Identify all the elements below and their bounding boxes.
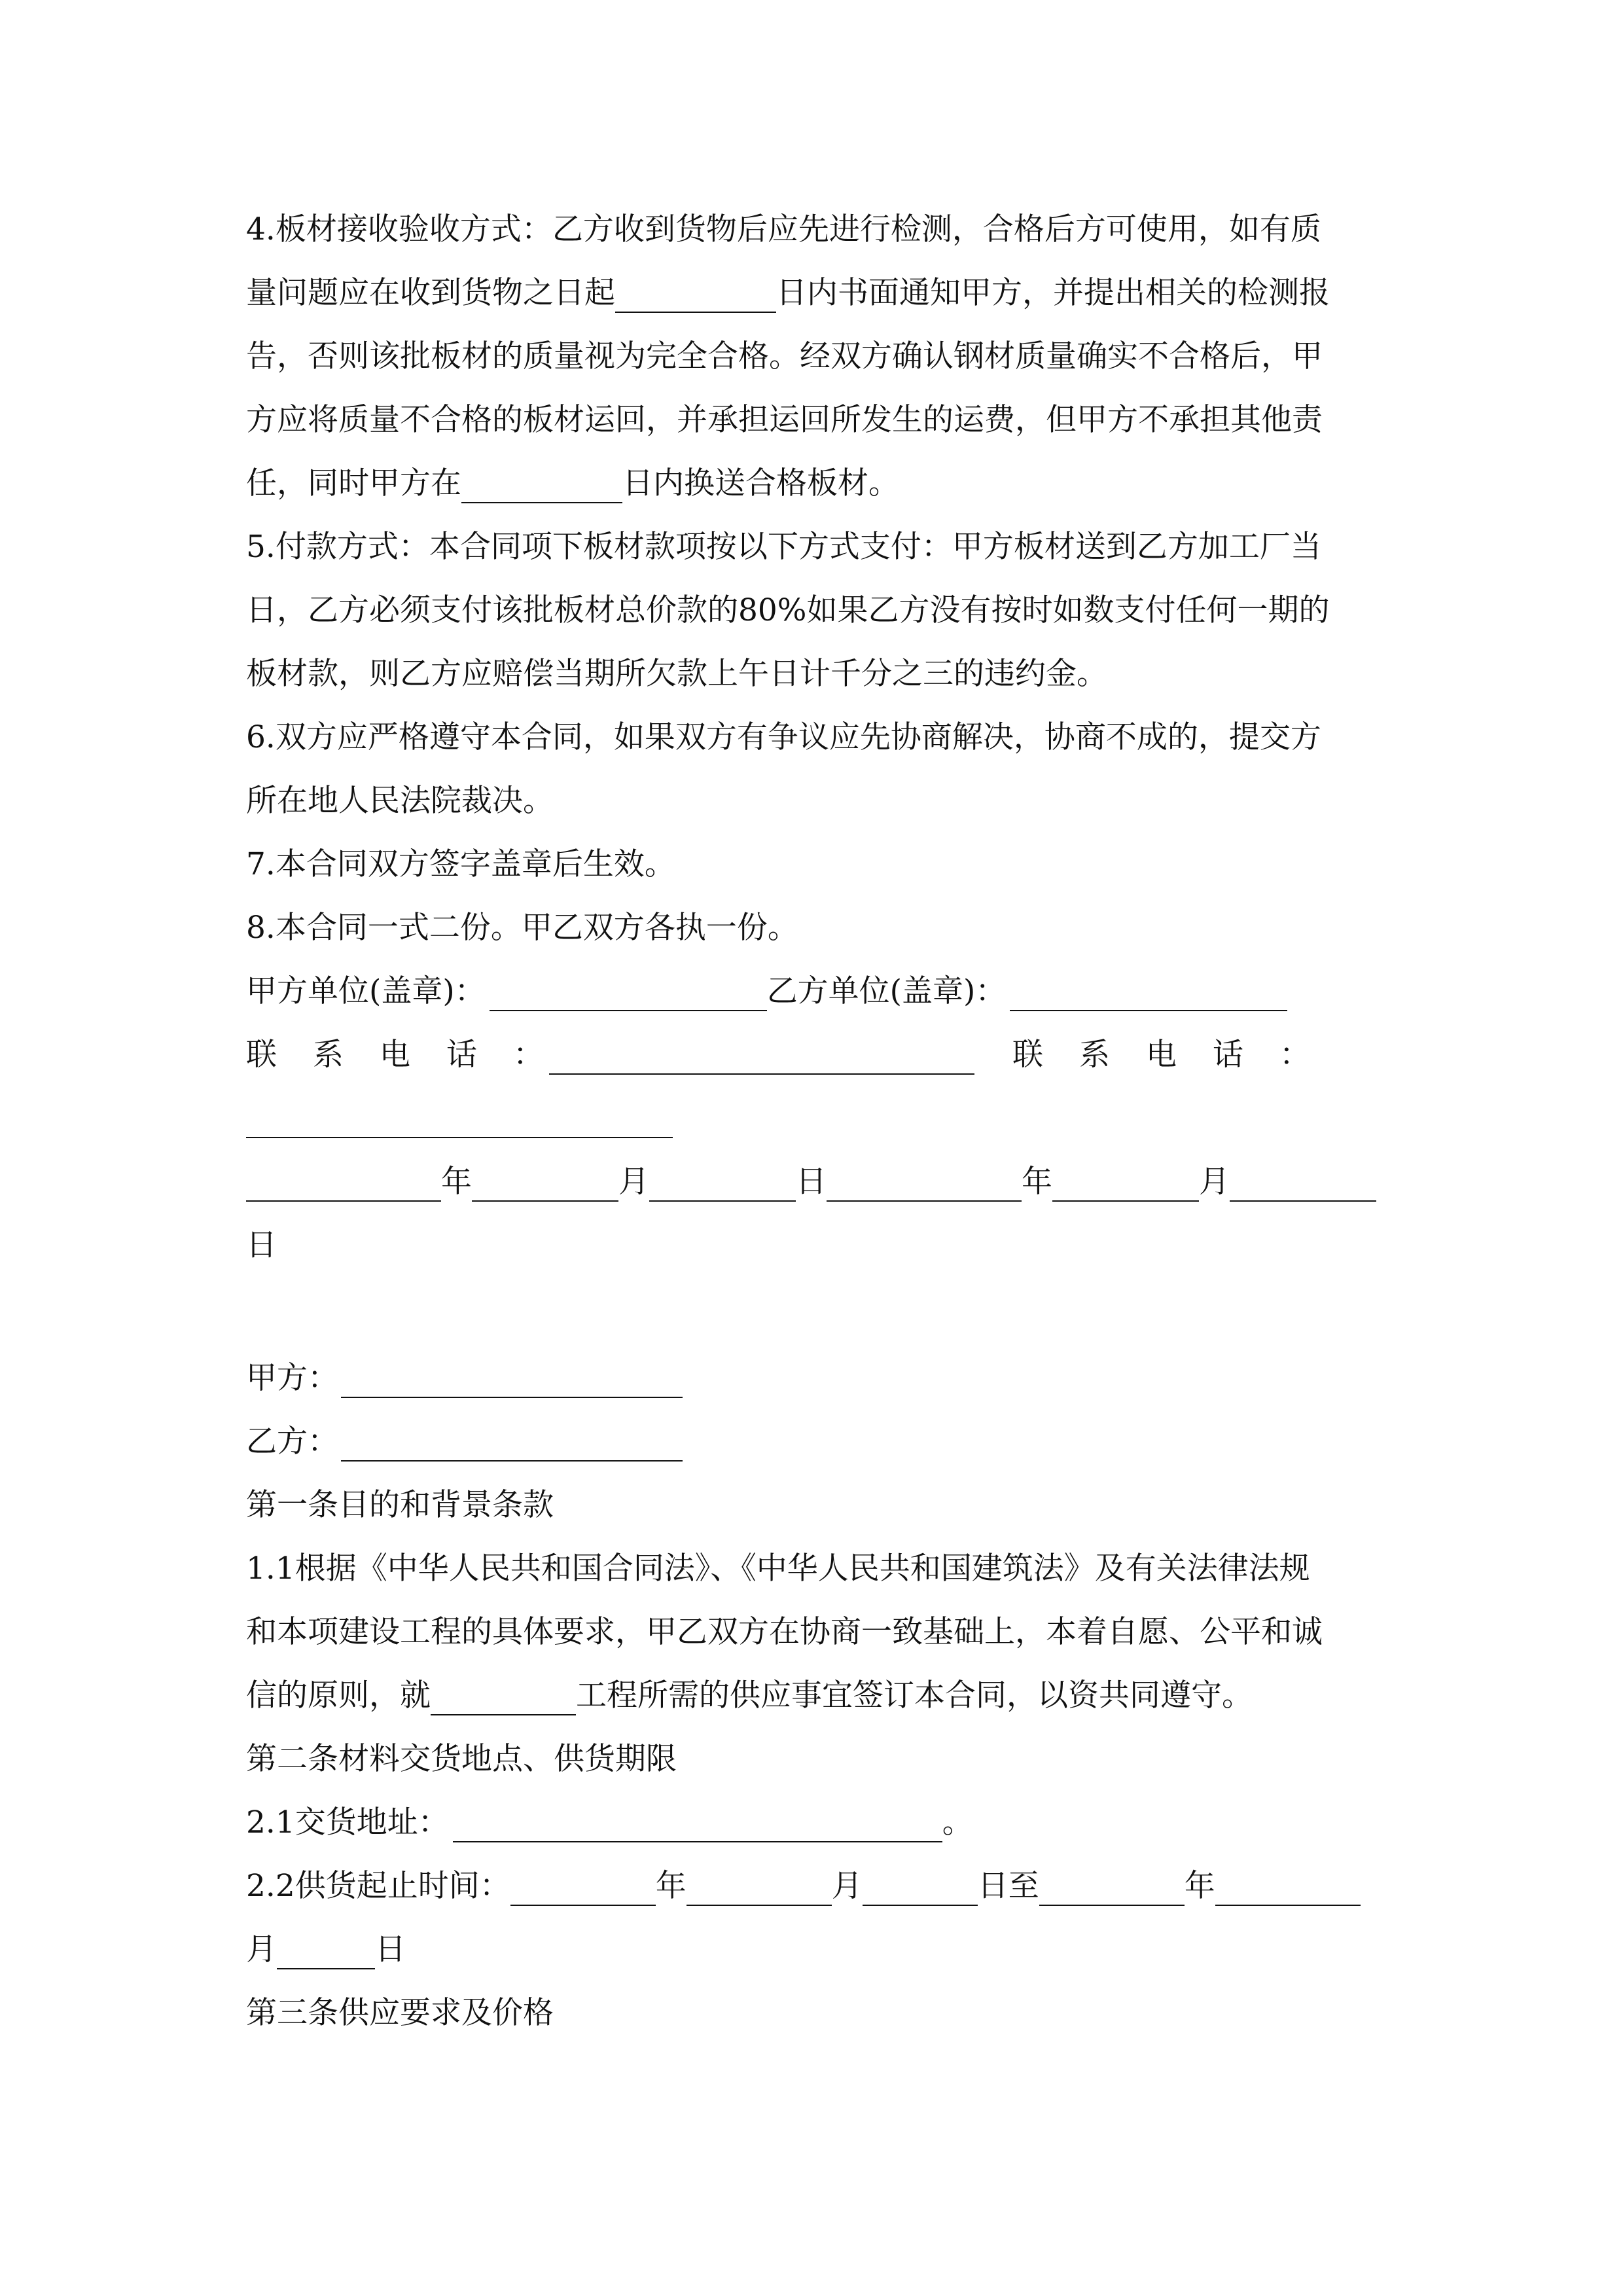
phone-char: 系 xyxy=(313,1037,344,1073)
article-2-heading: 第二条材料交货地点、供货期限 xyxy=(246,1741,677,1777)
party-b-unit-blank[interactable] xyxy=(1010,980,1287,1011)
inspection-days-blank[interactable] xyxy=(615,281,776,313)
clause-4-line-2 xyxy=(246,261,1378,325)
clause-8-text: 8.本合同一式二份。甲乙双方各执一份。 xyxy=(246,910,798,946)
clause-7-text: 7.本合同双方签字盖章后生效。 xyxy=(246,846,675,882)
article-3-title xyxy=(246,1981,1378,2045)
article-1-title xyxy=(246,1473,1378,1537)
phone-char: 联 xyxy=(246,1037,277,1073)
delivery-address-line xyxy=(246,1791,1378,1854)
article-1-heading: 第一条目的和背景条款 xyxy=(246,1487,554,1523)
party-b-phone-blank[interactable] xyxy=(246,1107,673,1138)
party-a-year-blank[interactable] xyxy=(246,1170,441,1202)
clause-5-text-2: 日，乙方必须支付该批板材总价款的80%如果乙方没有按时如数支付任何一期的 xyxy=(246,592,1330,628)
end-day-blank[interactable] xyxy=(277,1938,375,1969)
phone-char: ： xyxy=(1279,1037,1310,1073)
party-a-name-blank[interactable] xyxy=(341,1367,683,1398)
party-b-year-blank[interactable] xyxy=(827,1170,1022,1202)
article-1-text-3a: 信的原则，就 xyxy=(246,1677,431,1713)
party-b-line xyxy=(246,1410,1378,1473)
replacement-days-blank[interactable] xyxy=(461,472,622,503)
phone-char: 话 xyxy=(1213,1037,1243,1073)
article-1-line-2 xyxy=(246,1600,1378,1664)
party-b-month-blank[interactable] xyxy=(1052,1170,1199,1202)
party-a-unit-label: 甲方单位(盖章)： xyxy=(246,973,486,1009)
start-month-blank[interactable] xyxy=(687,1874,832,1906)
phone-char: ： xyxy=(513,1037,544,1073)
article-2-title xyxy=(246,1727,1378,1791)
article-1-text-2: 和本项建设工程的具体要求，甲乙双方在协商一致基础上，本着自愿、公平和诚 xyxy=(246,1614,1323,1650)
phone-char: 联 xyxy=(1012,1037,1043,1073)
party-b-phone-blank-line xyxy=(246,1086,1378,1150)
year-label: 年 xyxy=(441,1164,472,1200)
supply-period-line xyxy=(246,1854,1378,1918)
delivery-address-label: 2.1交货地址： xyxy=(246,1804,449,1840)
year-label: 年 xyxy=(1184,1868,1215,1904)
party-a-phone-label xyxy=(246,1023,544,1086)
article-3-heading: 第三条供应要求及价格 xyxy=(246,1995,554,2031)
article-1-line-1 xyxy=(246,1537,1378,1600)
clause-6-line-2 xyxy=(246,769,1378,833)
party-b-name-blank[interactable] xyxy=(341,1430,683,1462)
delivery-address-end: 。 xyxy=(942,1804,973,1840)
delivery-address-blank[interactable] xyxy=(453,1811,942,1842)
clause-4-line-1 xyxy=(246,198,1378,261)
party-a-phone-blank[interactable] xyxy=(549,1043,974,1075)
clause-5-text-1: 5.付款方式：本合同项下板材款项按以下方式支付：甲方板材送到乙方加工厂当 xyxy=(246,529,1321,565)
month-label: 月 xyxy=(831,1868,863,1904)
clause-4-line-4 xyxy=(246,388,1378,452)
month-label: 月 xyxy=(1199,1164,1230,1200)
clause-4-text-2a: 量问题应在收到货物之日起 xyxy=(246,275,615,311)
day-to-label: 日至 xyxy=(977,1868,1039,1904)
clause-5-line-3 xyxy=(246,642,1378,706)
clause-6-text-2: 所在地人民法院裁决。 xyxy=(246,783,554,819)
signature-date-line xyxy=(246,1150,1378,1213)
clause-7-line xyxy=(246,833,1378,896)
day-label: 日 xyxy=(796,1164,827,1200)
supply-period-label: 2.2供货起止时间： xyxy=(246,1868,510,1904)
year-label: 年 xyxy=(655,1868,687,1904)
month-label: 月 xyxy=(246,1931,277,1967)
clause-4-text-5b: 日内换送合格板材。 xyxy=(622,465,899,501)
end-year-blank[interactable] xyxy=(1039,1874,1185,1906)
article-1-text-1: 1.1根据《中华人民共和国合同法》、《中华人民共和国建筑法》及有关法律法规 xyxy=(246,1551,1310,1587)
article-1-line-3 xyxy=(246,1664,1378,1727)
clause-5-line-1 xyxy=(246,515,1378,579)
month-label: 月 xyxy=(618,1164,649,1200)
phone-char: 电 xyxy=(380,1037,410,1073)
clause-6-line-1 xyxy=(246,706,1378,769)
clause-4-text-3: 告，否则该批板材的质量视为完全合格。经双方确认钢材质量确实不合格后，甲 xyxy=(246,338,1323,374)
signature-date-line-2 xyxy=(246,1213,1378,1277)
unit-seal-line xyxy=(246,960,1378,1023)
party-a-day-blank[interactable] xyxy=(649,1170,796,1202)
phone-char: 系 xyxy=(1079,1037,1110,1073)
party-a-month-blank[interactable] xyxy=(472,1170,618,1202)
party-a-line xyxy=(246,1346,1378,1410)
party-b-label: 乙方： xyxy=(246,1424,338,1460)
phone-line xyxy=(246,1023,1378,1086)
party-a-unit-blank[interactable] xyxy=(490,980,767,1011)
party-b-unit-label: 乙方单位(盖章)： xyxy=(766,973,1007,1009)
phone-char: 话 xyxy=(446,1037,477,1073)
clause-4-line-3 xyxy=(246,325,1378,388)
clause-6-text-1: 6.双方应严格遵守本合同，如果双方有争议应先协商解决，协商不成的，提交方 xyxy=(246,719,1321,755)
clause-4-text-5a: 任，同时甲方在 xyxy=(246,465,461,501)
article-1-text-3b: 工程所需的供应事宜签订本合同，以资共同遵守。 xyxy=(576,1677,1253,1713)
clause-4-text-1: 4.板材接收验收方式：乙方收到货物后应先进行检测，合格后方可使用，如有质 xyxy=(246,211,1321,247)
supply-period-line-2 xyxy=(246,1918,1378,1981)
party-b-phone-label xyxy=(1012,1023,1310,1086)
day-label: 日 xyxy=(246,1227,277,1263)
end-month-blank[interactable] xyxy=(1215,1874,1361,1906)
clause-4-text-4: 方应将质量不合格的板材运回，并承担运回所发生的运费，但甲方不承担其他责 xyxy=(246,402,1323,438)
year-label: 年 xyxy=(1022,1164,1052,1200)
start-day-blank[interactable] xyxy=(863,1874,978,1906)
phone-char: 电 xyxy=(1146,1037,1177,1073)
project-name-blank[interactable] xyxy=(431,1684,576,1715)
clause-8-line xyxy=(246,896,1378,960)
clause-4-line-5 xyxy=(246,452,1378,515)
clause-5-text-3: 板材款，则乙方应赔偿当期所欠款上午日计千分之三的违约金。 xyxy=(246,656,1107,692)
clause-5-line-2 xyxy=(246,579,1378,642)
clause-4-text-2b: 日内书面通知甲方，并提出相关的检测报 xyxy=(776,275,1330,311)
party-a-label: 甲方： xyxy=(246,1360,338,1396)
party-b-day-blank[interactable] xyxy=(1230,1170,1376,1202)
day-label: 日 xyxy=(375,1931,406,1967)
start-year-blank[interactable] xyxy=(510,1874,656,1906)
